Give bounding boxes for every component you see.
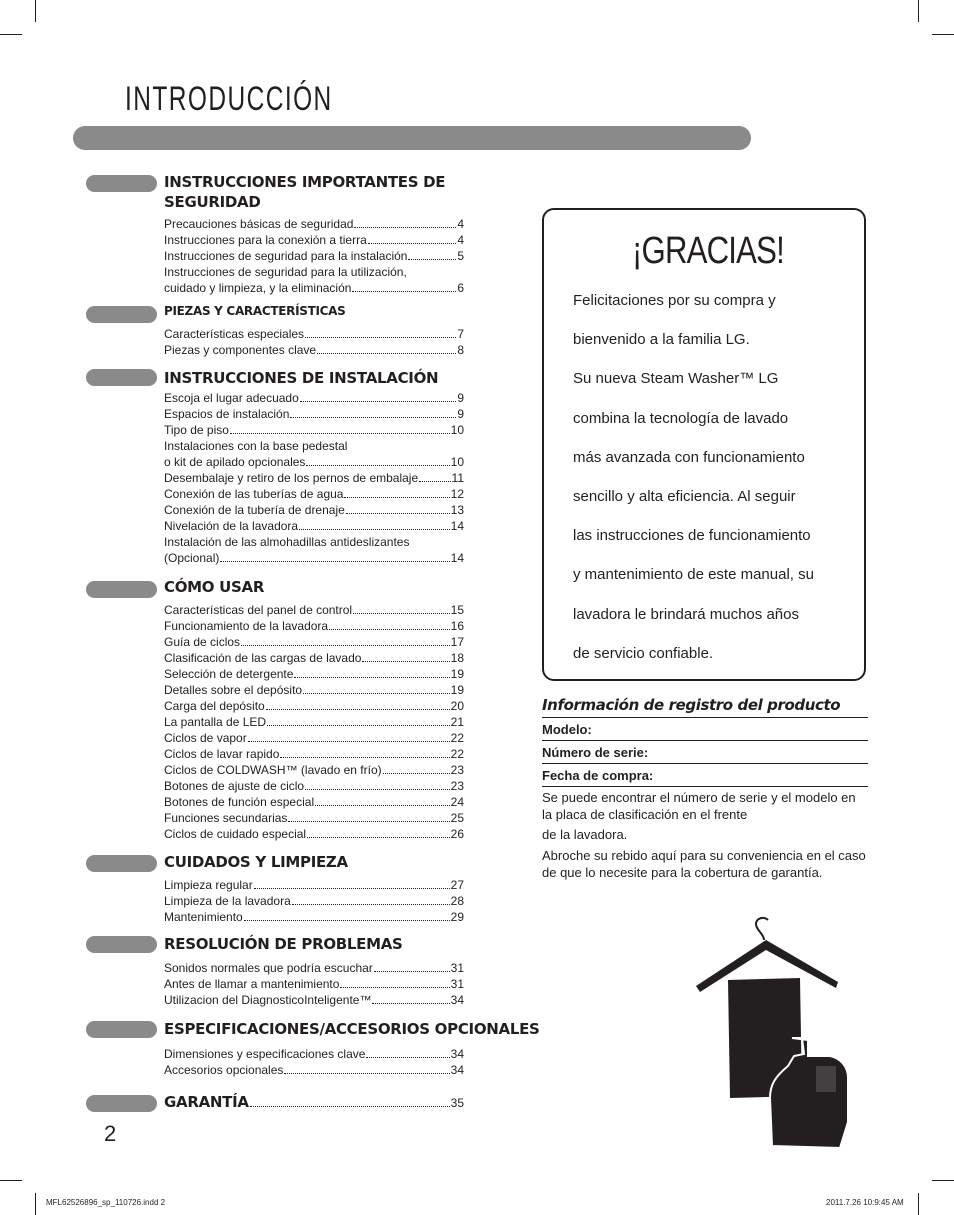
leader-dots (329, 618, 450, 630)
toc-entry-label: Mantenimiento (164, 910, 243, 924)
toc-page-number: 31 (450, 961, 464, 975)
section-pill (86, 306, 157, 323)
toc-entry-label: Dimensiones y especificaciones clave (164, 1047, 366, 1061)
toc-page-number: 10 (450, 423, 464, 437)
thank-you-line: combina la tecnología de lavado (573, 409, 789, 427)
toc-entry (164, 650, 464, 666)
leader-dots (354, 216, 456, 228)
toc-page-number: 34 (450, 993, 464, 1007)
toc-heading-problemas: RESOLUCIÓN DE PROBLEMAS (164, 935, 403, 953)
thank-you-line: más avanzada con funcionamiento (573, 448, 805, 466)
toc-entry (164, 406, 464, 422)
leader-dots (266, 698, 450, 710)
toc-page-number: 15 (450, 603, 464, 617)
toc-entry-label: Instrucciones de seguridad para la instalación (164, 249, 408, 263)
toc-list-como-usar (164, 602, 464, 842)
timestamp-slug: 2011.7.26 10:9:45 AM (826, 1198, 904, 1207)
purchase-date-field: Fecha de compra: (542, 766, 868, 787)
toc-entry (164, 794, 464, 810)
leader-dots (290, 406, 456, 418)
page-title: INTRODUCCIÓN (125, 80, 333, 118)
section-pill (86, 369, 157, 386)
leader-dots (317, 342, 456, 354)
thank-you-line: las instrucciones de funcionamiento (573, 527, 811, 545)
leader-dots (220, 550, 449, 562)
toc-entry-label: Instalaciones con la base pedestal (164, 439, 348, 453)
toc-entry (164, 326, 464, 342)
toc-entry (164, 502, 464, 518)
toc-page-number: 24 (450, 795, 464, 809)
toc-entry (164, 1046, 464, 1062)
toc-entry-label: (Opcional) (164, 551, 220, 565)
toc-heading-instalacion: INSTRUCCIONES DE INSTALACIÓN (164, 369, 439, 387)
toc-entry-label: Nivelación de la lavadora (164, 519, 299, 533)
toc-list-instalacion (164, 390, 464, 566)
toc-page-number: 10 (450, 455, 464, 469)
leader-dots (340, 976, 449, 988)
toc-entry-label: Funciones secundarias (164, 811, 288, 825)
toc-entry (164, 470, 464, 486)
leader-dots (372, 992, 449, 1004)
crop-mark (932, 1180, 954, 1181)
toc-entry (164, 893, 464, 909)
toc-entry-label: Escoja el lugar adecuado (164, 391, 299, 405)
toc-entry-label: cuidado y limpieza, y la eliminación (164, 281, 352, 295)
toc-entry-label: Instrucciones de seguridad para la utilización, (164, 265, 407, 279)
toc-entry (164, 216, 464, 232)
thank-you-line: lavadora le brindará muchos años (573, 605, 799, 623)
toc-entry-label: Conexión de las tuberías de agua (164, 487, 344, 501)
leader-dots (419, 470, 450, 482)
toc-page-number: 14 (450, 519, 464, 533)
toc-entry-garantia (164, 1092, 464, 1112)
thank-you-title: ¡GRACIAS! (632, 230, 784, 272)
toc-entry (164, 730, 464, 746)
toc-heading-piezas: PIEZAS Y CARACTERÍSTICAS (164, 304, 346, 318)
toc-page-number: 13 (450, 503, 464, 517)
toc-entry (164, 454, 464, 470)
toc-page-number: 18 (450, 651, 464, 665)
thank-you-text (573, 281, 863, 673)
toc-entry (164, 342, 464, 358)
toc-entry-label: Ciclos de vapor (164, 731, 247, 745)
toc-entry-label: Utilizacion del DiagnosticoInteligente™ (164, 993, 372, 1007)
toc-entry-label: Botones de ajuste de ciclo (164, 779, 305, 793)
toc-entry (164, 746, 464, 762)
leader-dots (374, 960, 450, 972)
toc-heading-garantia: GARANTÍA (164, 1093, 249, 1111)
crop-mark (0, 1180, 22, 1181)
toc-page-number: 26 (450, 827, 464, 841)
toc-entry (164, 992, 464, 1008)
toc-page-number: 34 (450, 1047, 464, 1061)
toc-page-number: 14 (450, 551, 464, 565)
toc-page-number: 21 (450, 715, 464, 729)
thank-you-line: bienvenido a la familia LG. (573, 331, 750, 349)
leader-dots (305, 326, 456, 338)
section-pill (86, 1021, 157, 1038)
toc-list-especificaciones (164, 1046, 464, 1078)
leader-dots (368, 232, 457, 244)
crop-mark (932, 34, 954, 35)
bottle-handle (816, 1066, 836, 1092)
toc-entry (164, 438, 464, 454)
toc-entry-label: Características del panel de control (164, 603, 353, 617)
toc-entry (164, 602, 464, 618)
leader-dots (248, 730, 450, 742)
toc-entry (164, 778, 464, 794)
toc-entry (164, 826, 464, 842)
toc-entry (164, 810, 464, 826)
leader-dots (315, 794, 450, 806)
toc-page-number: 7 (457, 327, 464, 341)
toc-entry (164, 877, 464, 893)
toc-heading-cuidados: CUIDADOS Y LIMPIEZA (164, 853, 348, 871)
toc-page-number: 9 (457, 391, 464, 405)
leader-dots (352, 280, 456, 292)
leader-dots (306, 454, 449, 466)
toc-entry-label: Limpieza regular (164, 878, 253, 892)
section-pill (86, 175, 157, 192)
leader-dots (244, 909, 450, 921)
receipt-note: Abroche su rebido aquí para su conveniencia en el caso de que lo necesite para la cobertura de garantía. (542, 848, 866, 880)
toc-entry-label: Guía de ciclos (164, 635, 241, 649)
toc-entry-label: Ciclos de cuidado especial (164, 827, 307, 841)
toc-page-number: 20 (450, 699, 464, 713)
toc-page-number: 25 (450, 811, 464, 825)
thank-you-line: y mantenimiento de este manual, su (573, 566, 814, 584)
toc-heading-como-usar: CÓMO USAR (164, 578, 265, 596)
toc-entry (164, 534, 464, 550)
toc-page-number: 22 (450, 747, 464, 761)
crop-mark (918, 1193, 919, 1215)
title-bar (73, 126, 751, 150)
leader-dots (300, 390, 457, 402)
toc-entry (164, 550, 464, 566)
toc-entry (164, 1062, 464, 1078)
toc-entry-label: Instrucciones para la conexión a tierra (164, 233, 367, 247)
toc-entry (164, 264, 464, 280)
leader-dots (307, 826, 450, 838)
section-pill (86, 581, 157, 598)
toc-entry-label: Sonidos normales que podría escuchar (164, 961, 373, 975)
toc-entry (164, 634, 464, 650)
toc-entry (164, 698, 464, 714)
toc-list-piezas (164, 326, 464, 358)
file-slug: MFL62526896_sp_110726.indd 2 (46, 1198, 166, 1207)
toc-page-number: 8 (457, 343, 464, 357)
thank-you-line: de servicio confiable. (573, 644, 714, 662)
hanger-detergent-illustration (690, 916, 850, 1152)
section-pill (86, 936, 157, 953)
serial-note: Se puede encontrar el número de serie y el modelo en la placa de clasificación en el frente (542, 790, 856, 822)
toc-entry-label: Instalación de las almohadillas antideslizantes (164, 535, 410, 549)
toc-page-number: 19 (450, 683, 464, 697)
toc-entry-label: Precauciones básicas de seguridad (164, 217, 354, 231)
hanger-hook (756, 918, 768, 940)
page-number: 2 (104, 1121, 117, 1146)
toc-entry (164, 909, 464, 925)
leader-dots (353, 602, 450, 614)
toc-entry (164, 666, 464, 682)
toc-entry-label: Funcionamiento de la lavadora (164, 619, 329, 633)
toc-list-cuidados (164, 877, 464, 925)
toc-page-number: 9 (457, 407, 464, 421)
toc-entry-label: Espacios de instalación (164, 407, 290, 421)
leader-dots (284, 1062, 449, 1074)
leader-dots (344, 486, 449, 498)
thank-you-line: Felicitaciones por su compra y (573, 292, 776, 309)
thank-you-box (542, 208, 866, 681)
toc-page-number: 28 (450, 894, 464, 908)
leader-dots (250, 1094, 450, 1107)
toc-entry-label: Carga del depósito (164, 699, 265, 713)
toc-page-number: 35 (450, 1096, 464, 1110)
thank-you-line: sencillo y alta eficiencia. Al seguir (573, 487, 796, 505)
leader-dots (230, 422, 450, 434)
leader-dots (267, 714, 450, 726)
toc-entry (164, 976, 464, 992)
registration-section (542, 696, 868, 881)
toc-page-number: 23 (450, 763, 464, 777)
leader-dots (294, 666, 449, 678)
section-pill (86, 1095, 157, 1112)
toc-page-number: 34 (450, 1063, 464, 1077)
toc-entry (164, 422, 464, 438)
serial-number-field: Número de serie: (542, 743, 868, 764)
toc-entry (164, 762, 464, 778)
section-pill (86, 855, 157, 872)
toc-page-number: 4 (457, 233, 464, 247)
toc-entry (164, 248, 464, 264)
leader-dots (366, 1046, 449, 1058)
toc-entry (164, 280, 464, 296)
toc-entry-label: Botones de función especial (164, 795, 315, 809)
toc-list-problemas (164, 960, 464, 1008)
toc-entry (164, 486, 464, 502)
leader-dots (346, 502, 450, 514)
toc-page-number: 5 (457, 249, 464, 263)
serial-note-cont: de la lavadora. (542, 827, 628, 842)
toc-entry-label: Tipo de piso (164, 423, 229, 437)
leader-dots (408, 248, 456, 260)
toc-entry (164, 714, 464, 730)
toc-page-number: 12 (450, 487, 464, 501)
toc-page-number: 27 (450, 878, 464, 892)
toc-entry-label: Piezas y componentes clave (164, 343, 317, 357)
leader-dots (299, 518, 450, 530)
toc-entry-label: Accesorios opcionales (164, 1063, 284, 1077)
toc-entry-label: Limpieza de la lavadora (164, 894, 291, 908)
toc-page-number: 29 (450, 910, 464, 924)
toc-entry-label: La pantalla de LED (164, 715, 267, 729)
registration-title: Información de registro del producto (542, 696, 868, 718)
toc-entry-label: Detalles sobre el depósito (164, 683, 303, 697)
leader-dots (292, 893, 450, 905)
toc-heading-seguridad: INSTRUCCIONES IMPORTANTES DE SEGURIDAD (164, 173, 446, 211)
toc-entry (164, 960, 464, 976)
toc-page-number: 6 (457, 281, 464, 295)
crop-mark (35, 0, 36, 22)
toc-entry-label: Ciclos de lavar rapido (164, 747, 280, 761)
toc-page-number: 19 (450, 667, 464, 681)
leader-dots (280, 746, 449, 758)
toc-entry-label: o kit de apilado opcionales (164, 455, 306, 469)
toc-entry (164, 618, 464, 634)
toc-page-number: 16 (450, 619, 464, 633)
toc-page-number: 22 (450, 731, 464, 745)
crop-mark (35, 1193, 36, 1215)
leader-dots (383, 762, 450, 774)
toc-entry-label: Desembalaje y retiro de los pernos de embalaje (164, 471, 419, 485)
toc-page-number: 17 (450, 635, 464, 649)
toc-entry (164, 390, 464, 406)
toc-heading-especificaciones: ESPECIFICACIONES/ACCESORIOS OPCIONALES (164, 1020, 540, 1038)
leader-dots (288, 810, 449, 822)
toc-page-number: 4 (457, 217, 464, 231)
thank-you-line: Su nueva Steam Washer™ LG (573, 370, 779, 388)
toc-entry-label: Conexión de la tubería de drenaje (164, 503, 345, 517)
toc-entry (164, 232, 464, 248)
toc-entry-label: Antes de llamar a mantenimiento (164, 977, 340, 991)
leader-dots (241, 634, 450, 646)
leader-dots (303, 682, 450, 694)
toc-page-number: 11 (451, 471, 464, 485)
toc-entry-label: Ciclos de COLDWASH™ (lavado en frío) (164, 763, 382, 777)
toc-entry (164, 518, 464, 534)
model-field: Modelo: (542, 720, 868, 741)
toc-entry (164, 682, 464, 698)
crop-mark (918, 0, 919, 22)
toc-page-number: 31 (450, 977, 464, 991)
toc-entry-label: Selección de detergente (164, 667, 294, 681)
leader-dots (254, 877, 450, 889)
crop-mark (0, 34, 22, 35)
toc-page-number: 23 (450, 779, 464, 793)
toc-entry-label: Clasificación de las cargas de lavado (164, 651, 362, 665)
toc-list-seguridad (164, 216, 464, 296)
toc-entry-label: Características especiales (164, 327, 305, 341)
leader-dots (362, 650, 449, 662)
leader-dots (305, 778, 450, 790)
